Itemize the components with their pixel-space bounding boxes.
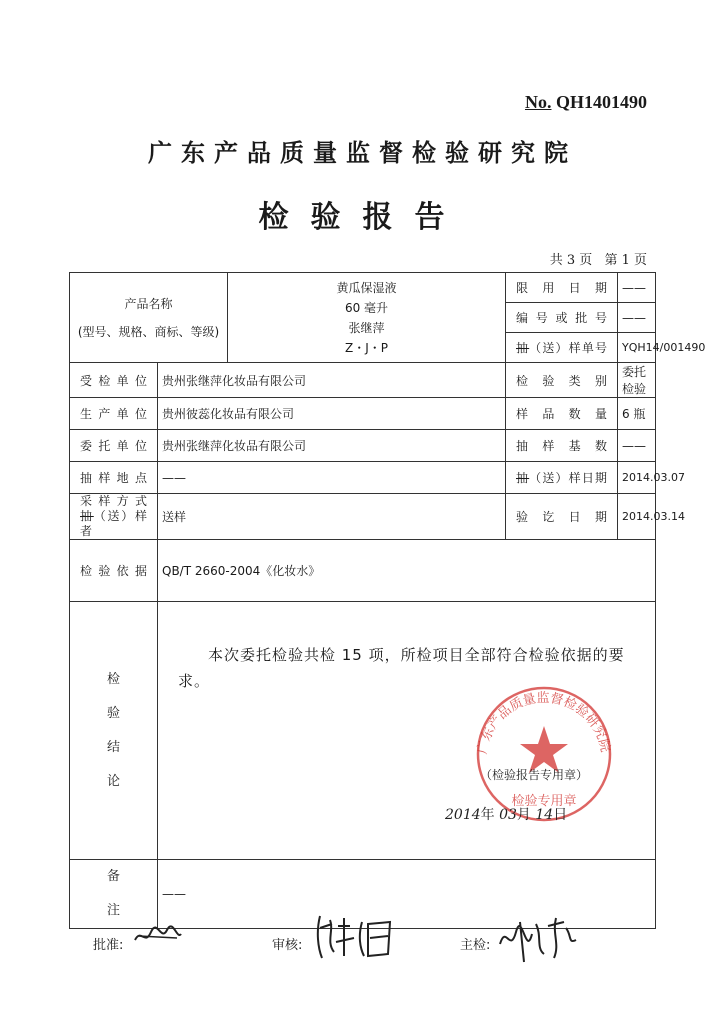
sampling-method-rest: （送）样者	[80, 509, 147, 538]
product-name-label: 产品名称	[124, 296, 173, 311]
conclusion-label	[70, 602, 158, 860]
sampling-method-line2	[80, 509, 147, 539]
conclusion-date	[445, 804, 567, 824]
product-name-value-cell	[228, 273, 506, 363]
inspection-type-value: 委托检验	[618, 363, 656, 398]
sampling-place-value: ——	[158, 462, 506, 494]
page-total: 共 3 页	[549, 253, 593, 268]
product-spec: 60 毫升	[344, 300, 389, 315]
sampling-method-label	[70, 494, 158, 540]
page-info	[542, 249, 647, 268]
conclusion-char-3: 结	[106, 739, 120, 755]
signature-row	[0, 924, 725, 984]
finish-date-label: 验讫日期	[506, 494, 618, 540]
review-handwriting-icon	[310, 912, 410, 962]
product-trademark: 张继萍	[348, 320, 385, 335]
sample-no-value: YQH14/001490	[618, 333, 656, 363]
institute-name: 广东产品质量监督检验研究院	[148, 138, 577, 167]
seal-caption: （检验报告专用章）	[480, 768, 589, 782]
remarks-char-2: 注	[106, 903, 120, 918]
date-day-handwritten: 14	[535, 807, 554, 823]
sample-date-strike: 抽	[516, 471, 530, 485]
sampling-place-label: 抽样地点	[70, 462, 158, 494]
client-value: 贵州张继萍化妆品有限公司	[158, 430, 506, 462]
sample-no-rest: （送）样单号	[529, 341, 607, 355]
sample-no-strike: 抽	[516, 341, 530, 355]
sample-date-value: 2014.03.07	[618, 462, 656, 494]
producer-label: 生产单位	[70, 398, 158, 430]
report-number-label: No.	[524, 92, 552, 112]
sample-date-label	[506, 462, 618, 494]
conclusion-text: 本次委托检验共检 15 项，所检项目全部符合检验依据的要求。	[178, 646, 625, 690]
inspected-unit-value: 贵州张继萍化妆品有限公司	[158, 363, 506, 398]
report-number	[525, 92, 647, 113]
batch-value: ——	[618, 303, 656, 333]
report-table	[69, 272, 706, 929]
chief-signature	[460, 934, 490, 953]
sample-qty-label: 样品数量	[506, 398, 618, 430]
finish-date-value: 2014.03.14	[618, 494, 656, 540]
sampling-base-value: ——	[618, 430, 656, 462]
approve-label: 批准:	[93, 938, 124, 953]
date-month-char: 月	[516, 807, 531, 823]
sampling-base-label: 抽样基数	[506, 430, 618, 462]
report-number-value: QH1401490	[555, 92, 647, 112]
remarks-label	[70, 860, 158, 929]
remarks-value: ——	[158, 860, 656, 929]
limit-date-label: 限用日期	[506, 273, 618, 303]
conclusion-char-2: 验	[106, 705, 120, 721]
date-month-handwritten: 03	[499, 807, 517, 823]
official-seal	[468, 682, 620, 822]
date-year-char: 年	[480, 807, 495, 823]
sample-qty-value: 6 瓶	[618, 398, 656, 430]
sample-date-rest: （送）样日期	[529, 471, 607, 485]
producer-value: 贵州彼蕊化妆品有限公司	[158, 398, 506, 430]
sampling-method-strike: 抽	[80, 509, 94, 523]
date-year-handwritten: 2014	[445, 807, 481, 823]
product-name-sublabel: (型号、规格、商标、等级)	[77, 324, 220, 339]
conclusion-char-1: 检	[106, 671, 120, 687]
product-name-label-cell	[70, 273, 228, 363]
client-label: 委托单位	[70, 430, 158, 462]
product-name: 黄瓜保湿液	[336, 280, 397, 295]
date-day-char: 日	[553, 807, 568, 823]
remarks-char-1: 备	[106, 869, 120, 884]
page-current: 第 1 页	[604, 253, 647, 268]
conclusion-char-4: 论	[106, 773, 120, 789]
sample-no-label	[506, 333, 618, 363]
limit-date-value: ——	[618, 273, 656, 303]
sampling-method-value: 送样	[158, 494, 506, 540]
inspection-type-label: 检验类别	[506, 363, 618, 398]
basis-value: QB/T 2660-2004《化妆水》	[158, 540, 656, 602]
chief-handwriting-icon	[496, 914, 586, 964]
approve-signature	[93, 934, 123, 953]
product-grade: Z・J・P	[345, 340, 388, 355]
batch-label: 编号或批号	[506, 303, 618, 333]
chief-label: 主检:	[460, 938, 491, 953]
review-label: 审核:	[272, 938, 303, 953]
inspected-unit-label: 受检单位	[70, 363, 158, 398]
review-signature	[272, 934, 302, 953]
document-title: 检验报告	[258, 200, 467, 235]
seal-bottom-text: 检验专用章	[511, 794, 577, 809]
seal-ring-text: 广东产品质量监督检验研究院	[475, 690, 613, 756]
basis-label: 检验依据	[70, 540, 158, 602]
sampling-method-line1: 采样方式	[80, 494, 147, 508]
approve-handwriting-icon	[133, 920, 183, 950]
